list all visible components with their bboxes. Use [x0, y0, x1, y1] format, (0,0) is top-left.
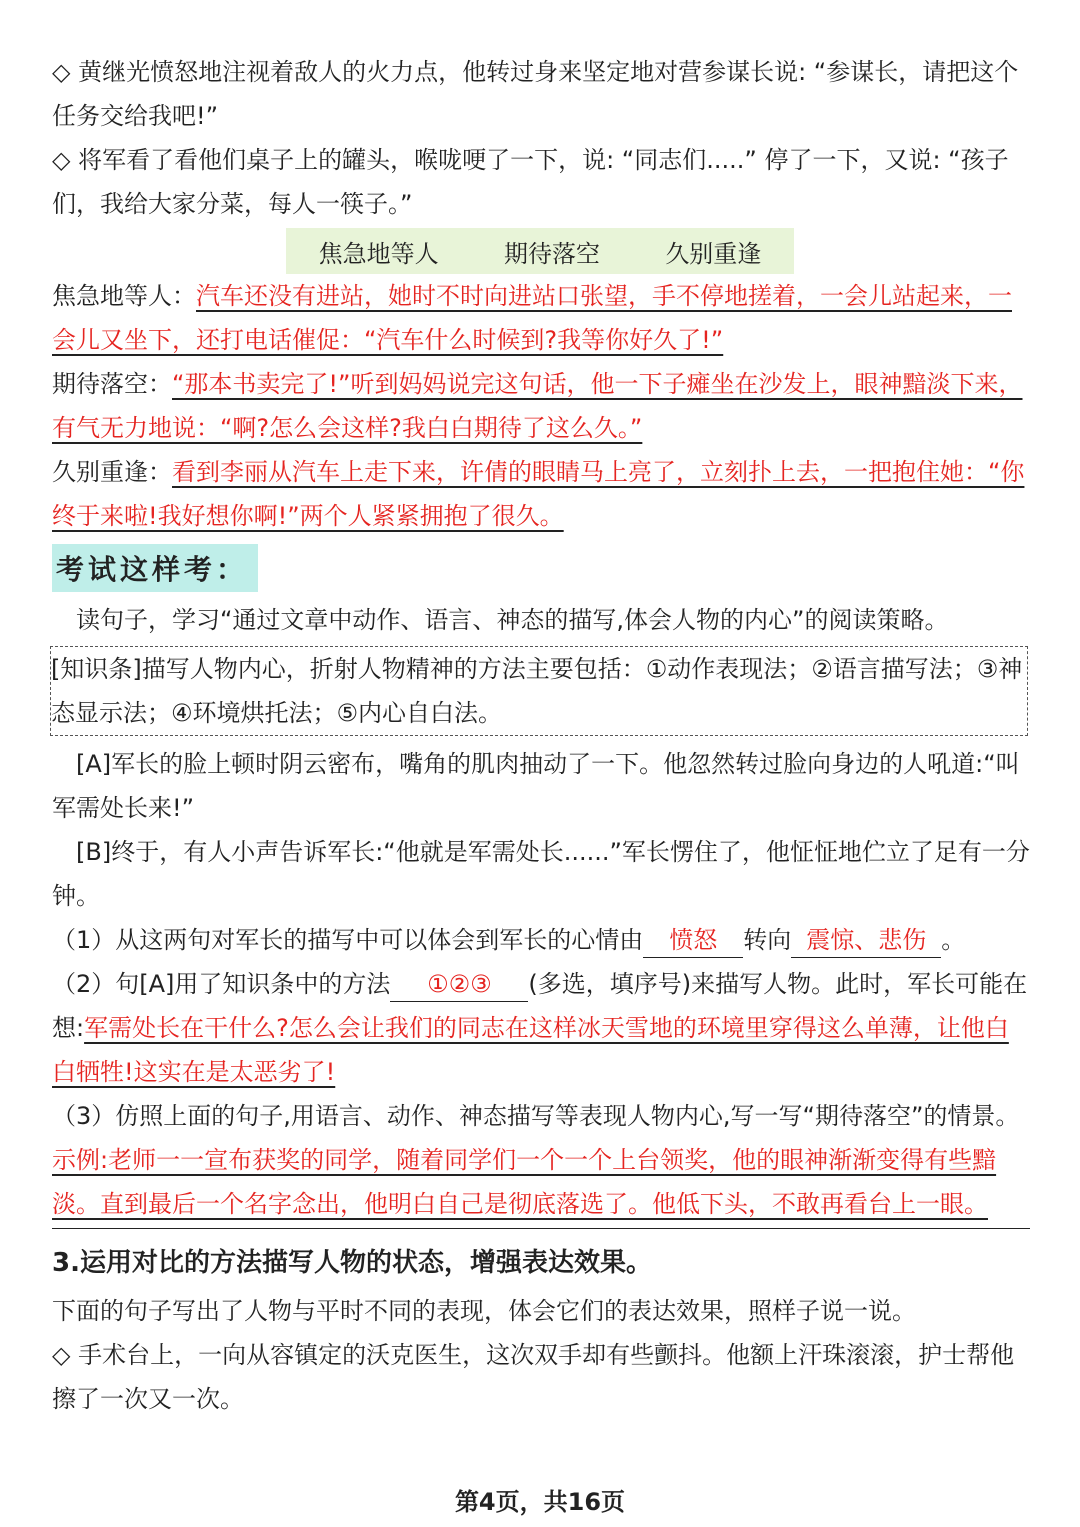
q2-text: （2）句[A]用了知识条中的方法	[52, 970, 391, 998]
exam-heading: 考试这样考：	[52, 544, 258, 592]
page-content	[52, 50, 1030, 1421]
section-3-example: ◇ 手术台上，一向从容镇定的沃克医生，这次双手却有些颤抖。他额上汗珠滚滚，护士帮他擦了一次又一次。	[52, 1341, 1015, 1413]
q2-blank-2: 军需处长在干什么?怎么会让我们的同志在这样冰天雪地的环境里穿得这么单薄，让他白白牺牲!这实在是太恶劣了!	[52, 1014, 1009, 1086]
exam-intro: 读句子，学习“通过文章中动作、语言、神态的描写,体会人物的内心”的阅读策略。	[76, 606, 949, 634]
question-3: （3）仿照上面的句子,用语言、动作、神态描写等表现人物内心,写一写“期待落空”的情景。	[52, 1102, 1020, 1130]
question-1	[52, 918, 1030, 962]
example-general: ◇ 将军看了看他们桌子上的罐头，喉咙哽了一下，说: “同志们.....” 停了一下，又说: “孩子们，我给大家分菜，每人一筷子。”	[52, 146, 1009, 218]
section-3-heading: 3.运用对比的方法描写人物的状态，增强表达效果。	[52, 1248, 652, 1278]
divider	[52, 1228, 1030, 1229]
q3-answer: 示例:老师一一宣布获奖的同学，随着同学们一个一个上台领奖，他的眼神渐渐变得有些黯淡。直到最后一个名字念出，他明白自己是彻底落选了。他低下头，不敢再看台上一眼。	[52, 1146, 997, 1218]
answer-waiting	[52, 274, 1030, 362]
q2-text-2: (多选，填序号)来描写人物。此时，军长可能在想:	[52, 970, 1028, 1042]
answer-label: 期待落空：	[52, 370, 172, 398]
sentence-b: [B]终于，有人小声告诉军长:“他就是军需处长......”军长愣住了，他怔怔地伫立了足有一分钟。	[52, 838, 1030, 910]
scenario-options	[286, 228, 794, 274]
question-2	[52, 962, 1030, 1094]
option-1: 焦急地等人	[318, 239, 439, 268]
answer-label: 久别重逢：	[52, 458, 172, 486]
q2-blank-1: ①②③	[390, 967, 528, 1002]
answer-text: “那本书卖完了!”听到妈妈说完这句话，他一下子瘫坐在沙发上，眼神黯淡下来，有气无力地说：“啊?怎么会这样?我白白期待了这么久。”	[52, 370, 1023, 442]
answer-reunion	[52, 450, 1030, 538]
answer-disappointment	[52, 362, 1030, 450]
option-3: 久别重逢	[665, 239, 762, 268]
q1-blank-2: 震惊、悲伤	[791, 923, 941, 958]
sentence-a: [A]军长的脸上顿时阴云密布，嘴角的肌肉抽动了一下。他忽然转过脸向身边的人吼道:“叫军需处长来!”	[52, 750, 1020, 822]
q1-end: 。	[941, 926, 966, 954]
answer-text: 看到李丽从汽车上走下来，许倩的眼睛马上亮了，立刻扑上去，一把抱住她：“你终于来啦!我好想你啊!”两个人紧紧拥抱了很久。	[52, 458, 1025, 530]
option-2: 期待落空	[503, 239, 600, 268]
q1-text: （1）从这两句对军长的描写中可以体会到军长的心情由	[52, 926, 644, 954]
answer-label: 焦急地等人：	[52, 282, 196, 310]
answer-text: 汽车还没有进站，她时不时向进站口张望，手不停地搓着，一会儿站起来，一会儿又坐下，还打电话催促：“汽车什么时候到?我等你好久了!”	[52, 282, 1012, 354]
page-number: 第4页，共16页	[454, 1488, 626, 1516]
q1-blank-1: 愤怒	[643, 923, 743, 958]
example-huang-jiguang: ◇ 黄继光愤怒地注视着敌人的火力点，他转过身来坚定地对营参谋长说: “参谋长，请把这个任务交给我吧!”	[52, 58, 1019, 130]
q1-mid: 转向	[743, 926, 792, 954]
section-3-intro: 下面的句子写出了人物与平时不同的表现，体会它们的表达效果，照样子说一说。	[52, 1297, 916, 1325]
knowledge-box	[50, 646, 1028, 736]
knowledge-text: [知识条]描写人物内心，折射人物精神的方法主要包括：①动作表现法；②语言描写法；③神态显示法；④环境烘托法；⑤内心自白法。	[51, 655, 1023, 727]
